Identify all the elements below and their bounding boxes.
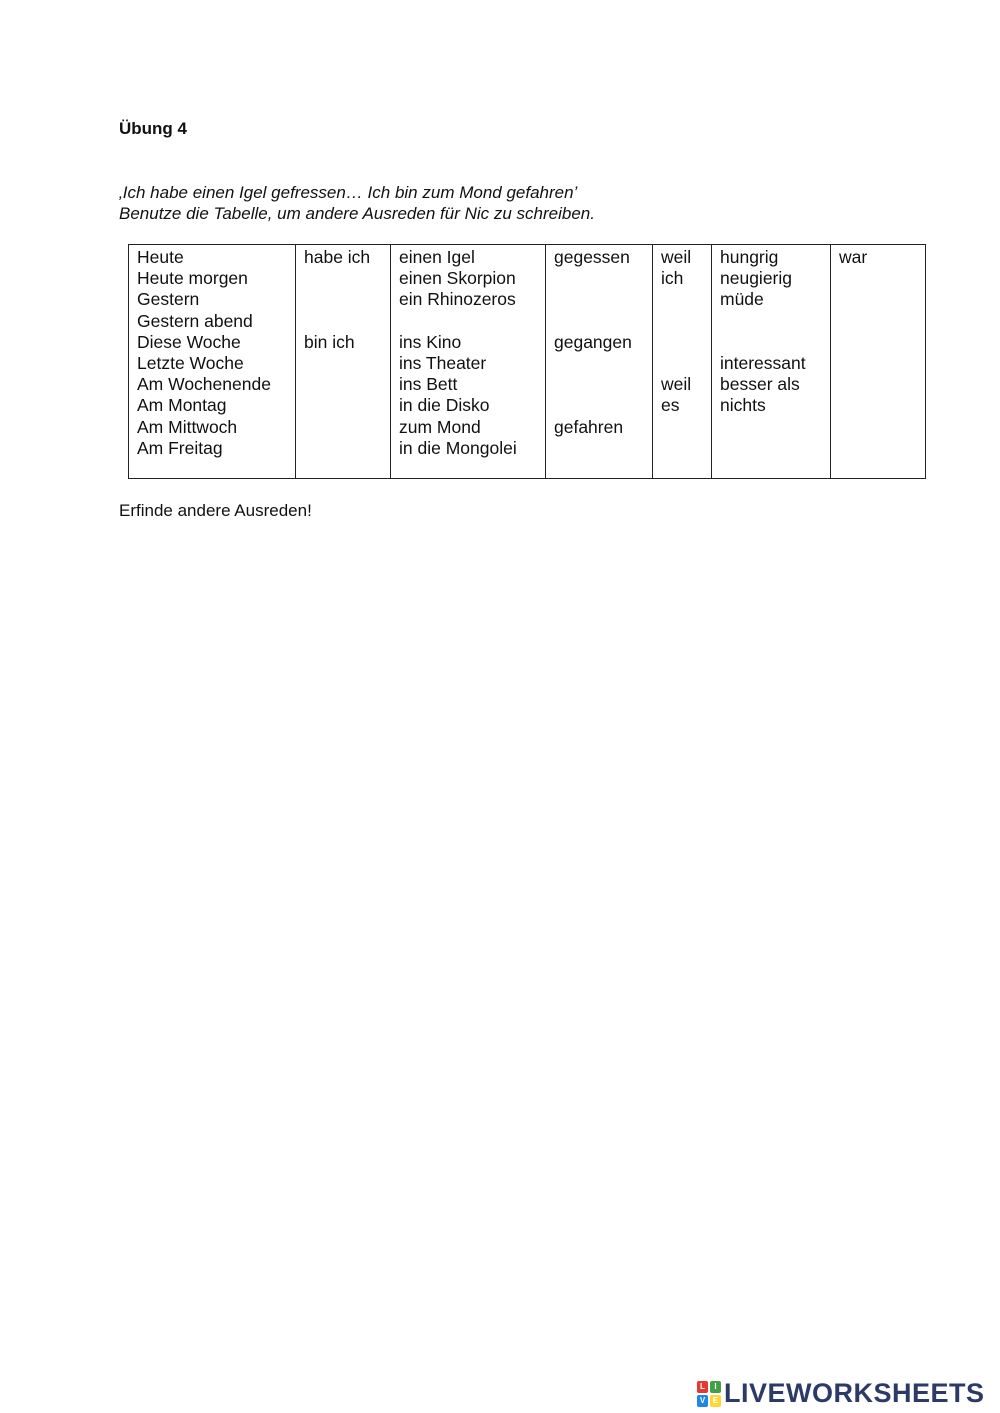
cell-line: nichts bbox=[720, 395, 766, 416]
cell-line: Diese Woche bbox=[137, 331, 241, 352]
liveworksheets-logo bbox=[697, 1378, 985, 1409]
cell-line: Letzte Woche bbox=[137, 352, 244, 373]
cell-line bbox=[304, 311, 382, 332]
cell-line bbox=[554, 438, 644, 459]
objects-places-cell bbox=[391, 245, 546, 479]
logo-text: LIVEWORKSHEETS bbox=[724, 1378, 985, 1408]
cell-line bbox=[839, 332, 917, 353]
cell-line bbox=[554, 353, 644, 374]
cell-line: besser als bbox=[720, 374, 800, 395]
cell-line bbox=[304, 374, 382, 395]
cell-line bbox=[720, 332, 822, 353]
cell-line bbox=[661, 289, 703, 310]
logo-mark-icon bbox=[697, 1381, 721, 1407]
cell-line: interessant bbox=[720, 352, 806, 373]
cell-line: zum Mond bbox=[399, 416, 481, 437]
cell-line: ins Theater bbox=[399, 352, 487, 373]
cell-line: müde bbox=[720, 289, 764, 310]
cell-line: habe ich bbox=[304, 247, 371, 267]
cell-line bbox=[399, 311, 537, 332]
cell-line: einen Igel bbox=[399, 247, 475, 267]
cell-line: ins Bett bbox=[399, 374, 458, 395]
closing-instruction: Erfinde andere Ausreden! bbox=[119, 501, 312, 520]
sentence-builder-table bbox=[128, 244, 926, 479]
cell-line bbox=[839, 268, 917, 289]
cell-line bbox=[554, 374, 644, 395]
cell-line: bin ich bbox=[304, 331, 355, 352]
participles-cell bbox=[546, 245, 653, 479]
cell-line: ich bbox=[661, 268, 684, 289]
cell-line bbox=[304, 417, 382, 438]
cell-line: Am Wochenende bbox=[137, 374, 271, 395]
cell-line: Gestern bbox=[137, 289, 200, 310]
cell-line: ins Kino bbox=[399, 331, 462, 352]
cell-line bbox=[839, 374, 917, 395]
cell-line: Am Freitag bbox=[137, 437, 223, 458]
cell-line bbox=[839, 311, 917, 332]
cell-line bbox=[839, 438, 917, 459]
cell-line bbox=[661, 353, 703, 374]
cell-line: gegessen bbox=[554, 247, 630, 267]
cell-line bbox=[554, 268, 644, 289]
cell-line: gefahren bbox=[554, 416, 624, 437]
cell-line bbox=[304, 268, 382, 289]
auxiliary-verbs-cell bbox=[296, 245, 391, 479]
cell-line bbox=[839, 353, 917, 374]
cell-line bbox=[661, 438, 703, 459]
cell-line: hungrig bbox=[720, 247, 779, 267]
exercise-title: Übung 4 bbox=[119, 119, 187, 138]
intro-quote: ‚Ich habe einen Igel gefressen… Ich bin zum Mond gefahren’ bbox=[119, 183, 578, 202]
cell-line bbox=[554, 395, 644, 416]
cell-line bbox=[720, 438, 822, 459]
cell-line: einen Skorpion bbox=[399, 268, 516, 289]
cell-line: es bbox=[661, 395, 680, 416]
cell-line bbox=[839, 289, 917, 310]
intro-instruction: Benutze die Tabelle, um andere Ausreden für Nic zu schreiben. bbox=[119, 204, 595, 223]
table-row bbox=[129, 245, 926, 479]
logo-mark-letter: V bbox=[697, 1395, 708, 1407]
final-verb-cell bbox=[831, 245, 926, 479]
cell-line bbox=[839, 395, 917, 416]
cell-line: neugierig bbox=[720, 268, 792, 289]
cell-line: gegangen bbox=[554, 331, 632, 352]
cell-line: Gestern abend bbox=[137, 310, 253, 331]
adjectives-cell bbox=[712, 245, 831, 479]
cell-line: ein Rhinozeros bbox=[399, 289, 516, 310]
cell-line: weil bbox=[661, 247, 692, 267]
cell-line bbox=[304, 438, 382, 459]
cell-line: in die Mongolei bbox=[399, 437, 517, 458]
cell-line: Am Mittwoch bbox=[137, 416, 238, 437]
cell-line: Am Montag bbox=[137, 395, 227, 416]
cell-line bbox=[304, 353, 382, 374]
cell-line bbox=[720, 417, 822, 438]
cell-line: in die Disko bbox=[399, 395, 490, 416]
cell-line bbox=[304, 395, 382, 416]
cell-line bbox=[554, 289, 644, 310]
logo-mark-letter: I bbox=[710, 1381, 721, 1393]
cell-line bbox=[661, 332, 703, 353]
time-expressions-cell bbox=[129, 245, 296, 479]
cell-line: Heute morgen bbox=[137, 268, 248, 289]
conjunctions-cell bbox=[653, 245, 712, 479]
cell-line: Heute bbox=[137, 247, 184, 267]
cell-line: war bbox=[839, 247, 868, 267]
cell-line: weil bbox=[661, 374, 692, 395]
cell-line bbox=[839, 417, 917, 438]
cell-line bbox=[661, 417, 703, 438]
cell-line bbox=[304, 289, 382, 310]
logo-mark-letter: L bbox=[697, 1381, 708, 1393]
logo-mark-letter: E bbox=[710, 1395, 721, 1407]
cell-line bbox=[720, 311, 822, 332]
cell-line bbox=[554, 311, 644, 332]
cell-line bbox=[661, 311, 703, 332]
instructions bbox=[119, 182, 595, 224]
